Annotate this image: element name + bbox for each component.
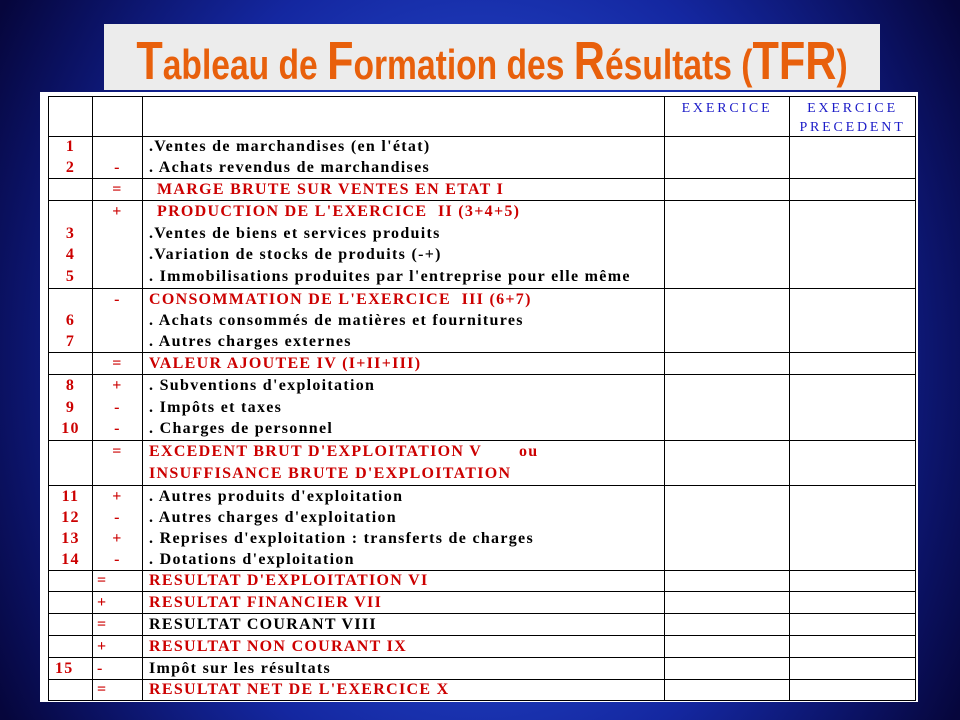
- number-cell: [49, 137, 93, 178]
- item-label: . Subventions d'exploitation: [149, 376, 376, 394]
- line-number: 14: [61, 550, 80, 568]
- label-cell: [143, 680, 665, 700]
- amount-precedent-cell: [790, 680, 916, 700]
- line-sign: [93, 245, 142, 267]
- header-sign-cell: [93, 97, 143, 136]
- label-cell: [143, 486, 665, 570]
- line-sign: +: [112, 529, 123, 547]
- line-number: 10: [61, 420, 80, 438]
- number-cell: [49, 571, 93, 591]
- line-sign: -: [114, 508, 121, 526]
- line-number: [49, 592, 92, 613]
- label-cell: [143, 614, 665, 635]
- amount-precedent-cell: [790, 441, 916, 485]
- amount-precedent-cell: [790, 592, 916, 613]
- label-cell: [143, 201, 665, 288]
- line-number: [49, 289, 92, 310]
- header-exercice-precedent: [790, 97, 916, 136]
- table-row-total: [49, 592, 916, 614]
- line-number: 7: [65, 332, 76, 350]
- amount-exercice-cell: [665, 375, 790, 440]
- title-text-part: ésultats (: [604, 41, 753, 88]
- number-cell: [49, 636, 93, 657]
- title-text-part: ormation des: [353, 41, 574, 88]
- number-cell: [49, 201, 93, 288]
- table-row-total: [49, 614, 916, 636]
- sign-cell: [93, 137, 143, 178]
- line-sign: +: [112, 376, 123, 394]
- amount-precedent-cell: [790, 614, 916, 635]
- number-cell: [49, 179, 93, 200]
- item-label: . Achats consommés de matières et fournitures: [149, 311, 524, 329]
- item-label: .Ventes de marchandises (en l'état): [149, 138, 431, 156]
- line-sign: [93, 331, 142, 352]
- total-label: RESULTAT COURANT VIII: [149, 615, 377, 633]
- label-cell: [143, 289, 665, 352]
- number-cell: [49, 486, 93, 570]
- amount-precedent-cell: [790, 658, 916, 679]
- item-label: . Achats revendus de marchandises: [149, 158, 431, 176]
- table-row-total: [49, 636, 916, 658]
- line-sign: -: [114, 420, 121, 438]
- total-label: INSUFFISANCE BRUTE D'EXPLOITATION: [149, 465, 512, 482]
- sign-cell: [93, 571, 143, 591]
- total-label: CONSOMMATION DE L'EXERCICE III (6+7): [149, 290, 532, 308]
- line-sign: =: [97, 681, 108, 698]
- total-label: RESULTAT NON COURANT IX: [149, 637, 407, 655]
- amount-precedent-cell: [790, 486, 916, 570]
- line-sign: [93, 310, 142, 331]
- line-number: [49, 636, 92, 657]
- item-label: .Variation de stocks de produits (-+): [149, 246, 442, 264]
- label-cell: [143, 441, 665, 485]
- sign-cell: [93, 201, 143, 288]
- line-sign: =: [97, 572, 108, 589]
- sign-cell: [93, 486, 143, 570]
- total-label: RESULTAT FINANCIER VII: [149, 593, 383, 611]
- amount-exercice-cell: [665, 201, 790, 288]
- sign-cell: [93, 636, 143, 657]
- amount-exercice-cell: [665, 658, 790, 679]
- number-cell: [49, 680, 93, 700]
- sign-cell: [93, 179, 143, 200]
- line-number: [49, 680, 92, 700]
- item-label: . Immobilisations produites par l'entreprise pour elle même: [149, 268, 631, 286]
- line-number: 12: [61, 508, 80, 526]
- item-label: . Charges de personnel: [149, 420, 334, 438]
- line-sign: [93, 137, 142, 158]
- line-sign: +: [112, 202, 123, 220]
- sign-cell: [93, 375, 143, 440]
- amount-exercice-cell: [665, 571, 790, 591]
- line-number: 3: [65, 224, 76, 242]
- table-row: [49, 658, 916, 680]
- line-number: 15: [55, 659, 74, 677]
- item-label: . Autres produits d'exploitation: [149, 487, 404, 505]
- line-sign: =: [97, 615, 108, 633]
- line-number: 11: [61, 487, 80, 505]
- line-number: 9: [65, 398, 76, 416]
- header-exercice-label: EXERCICE: [681, 101, 773, 116]
- number-cell: [49, 614, 93, 635]
- amount-precedent-cell: [790, 636, 916, 657]
- amount-precedent-cell: [790, 179, 916, 200]
- line-sign: -: [114, 158, 121, 176]
- sign-cell: [93, 614, 143, 635]
- total-label: RESULTAT NET DE L'EXERCICE X: [149, 681, 450, 698]
- title-acronym: TFR: [752, 31, 837, 90]
- line-sign: =: [112, 443, 123, 460]
- label-cell: [143, 179, 665, 200]
- table-row-total: [49, 179, 916, 201]
- amount-exercice-cell: [665, 614, 790, 635]
- table-row-total: [49, 680, 916, 701]
- line-sign: -: [114, 398, 121, 416]
- line-number: 8: [65, 376, 76, 394]
- line-sign: -: [114, 550, 121, 568]
- number-cell: [49, 658, 93, 679]
- sign-cell: [93, 658, 143, 679]
- sign-cell: [93, 592, 143, 613]
- total-label: RESULTAT D'EXPLOITATION VI: [149, 572, 429, 589]
- label-cell: [143, 636, 665, 657]
- line-number: [49, 571, 92, 591]
- label-cell: [143, 592, 665, 613]
- line-number: 5: [65, 268, 76, 286]
- item-label: .Ventes de biens et services produits: [149, 224, 441, 242]
- amount-precedent-cell: [790, 289, 916, 352]
- label-cell: [143, 658, 665, 679]
- line-sign: -: [97, 659, 104, 677]
- header-exercice: [665, 97, 790, 136]
- amount-exercice-cell: [665, 289, 790, 352]
- line-sign: +: [97, 593, 108, 611]
- line-number: [49, 463, 92, 485]
- line-sign: =: [112, 180, 123, 198]
- amount-precedent-cell: [790, 571, 916, 591]
- line-number: 13: [61, 529, 80, 547]
- table-row: [49, 137, 916, 179]
- amount-exercice-cell: [665, 592, 790, 613]
- amount-exercice-cell: [665, 636, 790, 657]
- item-label: . Autres charges externes: [149, 332, 352, 350]
- total-label: VALEUR AJOUTEE IV (I+II+III): [149, 354, 422, 372]
- amount-exercice-cell: [665, 179, 790, 200]
- line-number: 2: [65, 158, 76, 176]
- total-label: EXCEDENT BRUT D'EXPLOITATION V ou: [149, 443, 539, 460]
- line-sign: [93, 266, 142, 288]
- table-row-total: [49, 353, 916, 375]
- line-number: [49, 441, 92, 463]
- slide-title: [136, 30, 847, 90]
- item-label: Impôt sur les résultats: [149, 659, 332, 677]
- amount-precedent-cell: [790, 353, 916, 374]
- amount-exercice-cell: [665, 137, 790, 178]
- amount-exercice-cell: [665, 680, 790, 700]
- title-initial: T: [136, 31, 163, 90]
- number-cell: [49, 375, 93, 440]
- line-sign: +: [97, 637, 108, 655]
- title-text-part: ableau de: [162, 41, 328, 88]
- number-cell: [49, 353, 93, 374]
- table-row-total: [49, 441, 916, 486]
- amount-exercice-cell: [665, 486, 790, 570]
- total-label: PRODUCTION DE L'EXERCICE II (3+4+5): [157, 202, 521, 220]
- header-number-cell: [49, 97, 93, 136]
- sign-cell: [93, 441, 143, 485]
- label-cell: [143, 353, 665, 374]
- amount-precedent-cell: [790, 201, 916, 288]
- item-label: . Autres charges d'exploitation: [149, 508, 398, 526]
- item-label: . Reprises d'exploitation : transferts de charges: [149, 529, 534, 547]
- title-initial: F: [327, 31, 354, 90]
- total-label: MARGE BRUTE SUR VENTES EN ETAT I: [157, 180, 505, 198]
- line-sign: -: [114, 290, 121, 308]
- header-label-cell: [143, 97, 665, 136]
- line-number: 4: [65, 246, 76, 264]
- sign-cell: [93, 353, 143, 374]
- label-cell: [143, 571, 665, 591]
- title-box: [104, 24, 880, 90]
- label-cell: [143, 137, 665, 178]
- header-precedent-line-1: EXERCICE: [807, 101, 898, 116]
- number-cell: [49, 592, 93, 613]
- amount-precedent-cell: [790, 375, 916, 440]
- label-cell: [143, 375, 665, 440]
- tfr-table: [48, 96, 916, 701]
- line-number: [49, 614, 92, 635]
- sign-cell: [93, 680, 143, 700]
- line-sign: +: [112, 487, 123, 505]
- amount-precedent-cell: [790, 137, 916, 178]
- line-sign: [93, 463, 142, 485]
- table-row: [49, 486, 916, 571]
- line-number: [49, 201, 92, 223]
- amount-exercice-cell: [665, 353, 790, 374]
- line-number: 1: [65, 138, 76, 156]
- title-text-part: ): [836, 41, 848, 88]
- line-sign: [93, 223, 142, 245]
- sign-cell: [93, 289, 143, 352]
- line-number: [49, 353, 92, 374]
- title-initial: R: [573, 31, 605, 90]
- table-header-row: [49, 97, 916, 137]
- line-number: [49, 179, 92, 200]
- line-number: 6: [65, 311, 76, 329]
- number-cell: [49, 289, 93, 352]
- number-cell: [49, 441, 93, 485]
- table-row: [49, 289, 916, 353]
- table-row-total: [49, 571, 916, 592]
- amount-exercice-cell: [665, 441, 790, 485]
- table-row: [49, 375, 916, 441]
- item-label: . Impôts et taxes: [149, 398, 283, 416]
- item-label: . Dotations d'exploitation: [149, 550, 355, 568]
- table-row: [49, 201, 916, 289]
- header-precedent-line-2: PRECEDENT: [799, 120, 906, 135]
- line-sign: =: [112, 354, 123, 372]
